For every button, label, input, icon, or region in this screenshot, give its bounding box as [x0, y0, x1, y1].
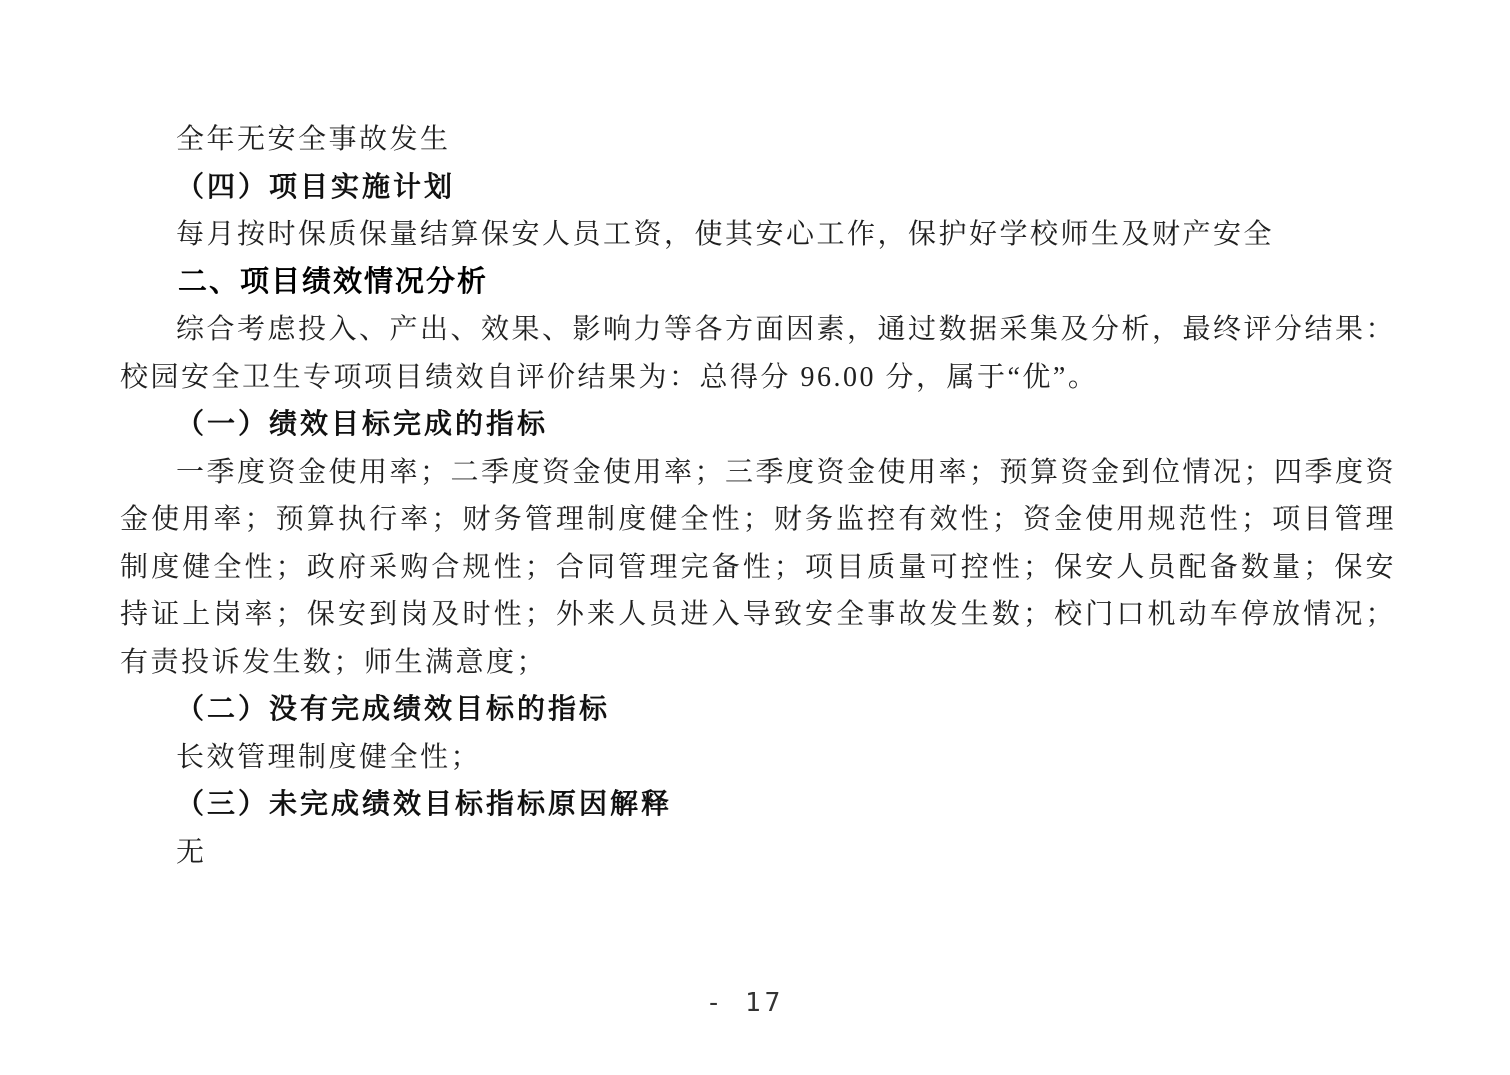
paragraph-completed-indicators-list: 一季度资金使用率；二季度资金使用率；三季度资金使用率；预算资金到位情况；四季度资金使用率；预算执行率；财务管理制度健全性；财务监控有效性；资金使用规范性；项目管理制度健全性；政府采购合规性；合同管理完备性；项目质量可控性；保安人员配备数量；保安持证上岗率；保安到岗及时性；外来人员进入导致安全事故发生数；校门口机动车停放情况；有责投诉发生数；师生满意度； [120, 456, 1397, 678]
heading-section4-implementation-plan: （四）项目实施计划 [176, 171, 456, 203]
paragraph-uncompleted-indicator: 长效管理制度健全性； [176, 741, 482, 773]
paragraph-none: 无 [176, 836, 207, 868]
heading-part2-performance-analysis: 二、项目绩效情况分析 [178, 265, 489, 298]
document-body [120, 116, 1396, 876]
page-number: - 17 [705, 988, 785, 1018]
heading-sub1-completed-indicators: （一）绩效目标完成的指标 [176, 409, 549, 440]
heading-sub3-reason-explanation: （三）未完成绩效目标指标原因解释 [176, 789, 673, 820]
line-annual-no-accident: 全年无安全事故发生 [176, 124, 451, 155]
heading-sub2-uncompleted-indicators: （二）没有完成绩效目标的指标 [176, 694, 611, 725]
line-monthly-salary-settlement: 每月按时保质保量结算保安人员工资，使其安心工作，保护好学校师生及财产安全 [176, 219, 1275, 250]
paragraph-evaluation-result: 综合考虑投入、产出、效果、影响力等各方面因素，通过数据采集及分析，最终评分结果：校园安全卫生专项项目绩效自评价结果为：总得分 96.00 分，属于“优”。 [120, 314, 1397, 393]
